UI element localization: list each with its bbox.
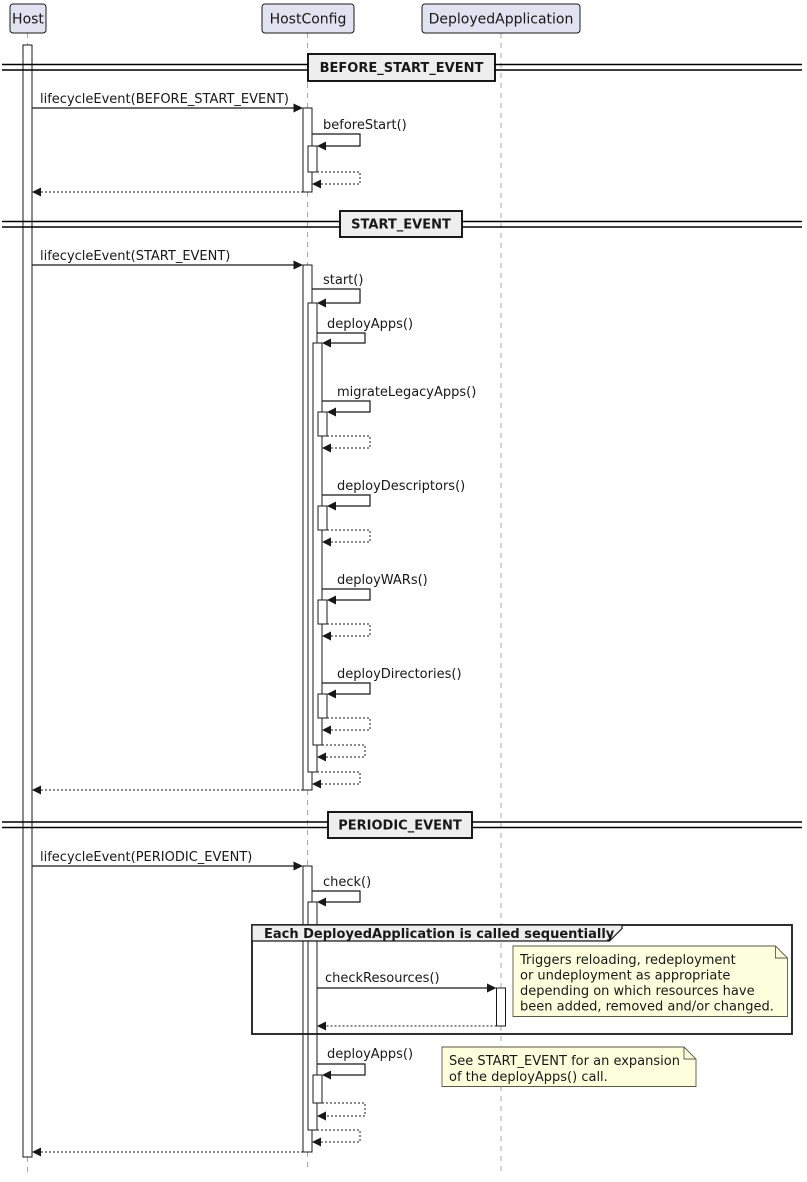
return-to-host-before [32,188,303,197]
arrowhead-icon [317,299,326,308]
activation-deployedapplication [497,988,506,1026]
message-deployapps-periodic [317,1047,413,1121]
arrowhead-icon [312,180,321,189]
arrowhead-icon [322,339,331,348]
return-to-host-periodic [32,1148,303,1157]
self-return-line [322,1103,365,1116]
arrowhead-icon [294,261,304,270]
message-label: deployApps() [327,317,414,332]
arrowhead-icon [327,408,336,417]
message-start [312,273,363,308]
self-call-line [312,891,360,902]
activation-deploydescriptors [318,506,327,530]
message-label: deployDirectories() [337,667,462,682]
arrowhead-icon [327,690,336,699]
divider-periodic-event [2,812,802,838]
activation-migratelegacyapps [318,412,327,436]
return-deployapps [317,745,365,762]
activation-deploydirectories [318,694,327,718]
arrowhead-icon [317,898,326,907]
message-deploywars [322,573,428,641]
divider-label: START_EVENT [351,217,451,233]
arrowhead-icon [317,1112,326,1121]
note-line: of the deployApps() call. [449,1070,608,1085]
participant-label: DeployedApplication [428,11,574,28]
arrowhead-icon [294,104,304,113]
message-label: deployWARs() [337,573,428,588]
message-label: check() [323,875,372,890]
arrowhead-icon [327,502,336,511]
divider-label: BEFORE_START_EVENT [319,61,484,76]
self-call-line [322,401,370,412]
participant-hostconfig [262,4,354,33]
arrowhead-icon [317,142,326,151]
note-deployapps [442,1047,696,1087]
return-to-host-start [32,786,303,795]
self-return-line [327,436,370,448]
activation-host [23,45,32,1157]
message-label: lifecycleEvent(PERIODIC_EVENT) [40,850,253,865]
message-label: deployDescriptors() [337,479,466,494]
arrowhead-icon [322,444,331,453]
self-return-line [322,745,365,757]
arrowhead-icon [312,1138,321,1147]
arrowhead-icon [322,538,331,547]
note-line: See START_EVENT for an expansion [449,1054,680,1069]
divider-before-start-event [2,54,802,81]
arrowhead-icon [294,862,304,871]
participant-host [10,4,46,33]
message-lifecycleevent-start [32,249,303,270]
message-lifecycleevent-before-start [32,92,303,113]
activation-beforestart [308,146,317,172]
note-line: depending on which resources have [520,984,755,999]
arrowhead-icon [317,1022,326,1031]
arrowhead-icon [32,188,41,197]
message-lifecycleevent-periodic [32,850,303,871]
message-deployapps [317,317,413,348]
self-call-line [322,683,370,694]
message-label: migrateLegacyApps() [337,385,477,400]
message-label: lifecycleEvent(START_EVENT) [40,249,231,264]
message-deploydescriptors [322,479,465,547]
participant-label: HostConfig [269,11,347,28]
message-check [312,875,371,907]
message-deploydirectories [322,667,462,735]
arrowhead-icon [322,726,331,735]
message-label: lifecycleEvent(BEFORE_START_EVENT) [40,92,289,107]
activation-deploywars [318,600,327,624]
self-return-line [327,530,370,542]
message-label: checkResources() [325,971,440,986]
note-checkresources [513,946,788,1017]
message-label: deployApps() [327,1047,414,1062]
self-call-line [312,134,360,146]
self-return-line [317,1130,360,1142]
return-start [312,772,360,789]
self-call-line [322,589,370,600]
self-return-line [327,624,370,636]
self-return-line [317,772,360,784]
arrowhead-icon [327,596,336,605]
note-line: or undeployment as appropriate [520,968,731,984]
self-call-line [317,333,365,343]
self-return-line [327,718,370,730]
arrowhead-icon [487,984,497,993]
divider-label: PERIODIC_EVENT [338,818,462,834]
activation-deployapps-2 [313,1075,322,1103]
message-label: beforeStart() [323,118,407,133]
lifelines [28,33,502,1172]
self-call-line [312,289,360,303]
participant-deployedapplication [422,4,580,33]
arrowhead-icon [32,1148,41,1157]
participant-label: Host [12,11,44,28]
divider-start-event [2,211,802,237]
arrowhead-icon [32,786,41,795]
arrowhead-icon [317,753,326,762]
arrowhead-icon [322,632,331,641]
message-migratelegacyapps [322,385,476,453]
arrowhead-icon [312,780,321,789]
self-return-line [317,172,360,184]
activation-deployapps [313,343,322,745]
message-label: start() [323,273,364,288]
note-line: Triggers reloading, redeployment [520,953,736,968]
self-call-line [322,495,370,506]
arrowhead-icon [322,1071,331,1080]
note-line: been added, removed and/or changed. [520,999,774,1015]
self-call-line [317,1064,365,1075]
group-label: Each DeployedApplication is called sequentially [264,927,615,942]
message-beforestart [312,118,407,189]
message-checkresources [317,971,497,1031]
return-check [312,1130,360,1147]
